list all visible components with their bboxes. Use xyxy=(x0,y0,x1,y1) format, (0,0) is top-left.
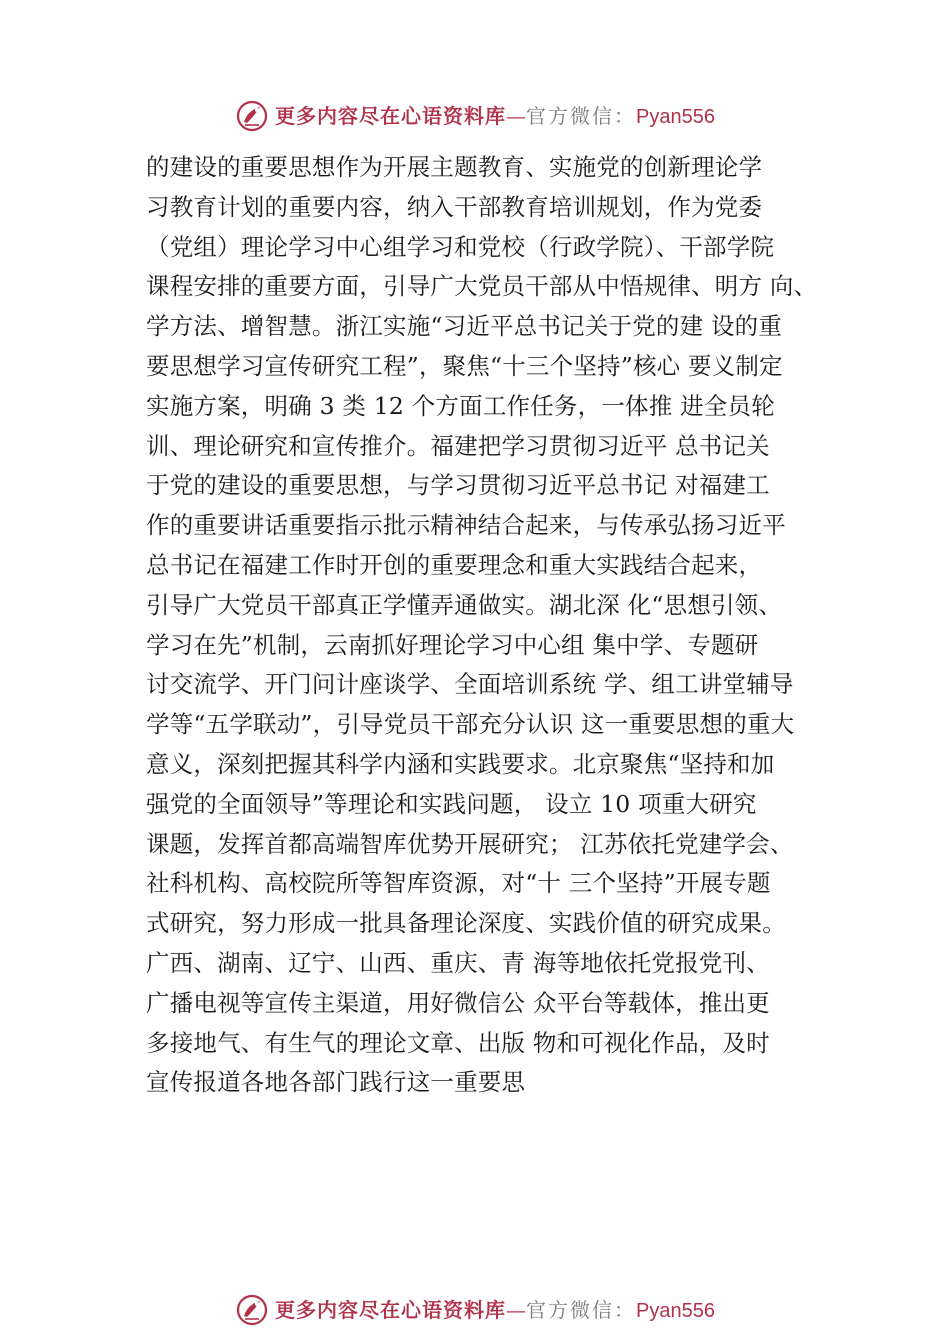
watermark-wechat-label: 官方微信： xyxy=(526,1297,637,1322)
body-line: 实施方案，明确 3 类 12 个方面工作任务，一体推 进全员轮 xyxy=(146,391,775,420)
body-line: 强党的全面领导”等理论和实践问题， 设立 10 项重大研究 xyxy=(146,789,757,818)
body-line: 多接地气、有生气的理论文章、出版 物和可视化作品，及时 xyxy=(146,1028,770,1057)
body-line: 学方法、增智慧。浙江实施“习近平总书记关于党的建 设的重 xyxy=(146,312,783,341)
body-line: 广播电视等宣传主渠道，用好微信公 众平台等载体，推出更 xyxy=(146,988,770,1017)
watermark-text xyxy=(275,103,715,128)
body-line: 总书记在福建工作时开创的重要理念和重大实践结合起来， xyxy=(146,550,763,579)
body-line: 课题，发挥首都高端智库优势开展研究； 江苏依托党建学会、 xyxy=(146,829,794,858)
body-line: 引导广大党员干部真正学懂弄通做实。湖北深 化“思想引领、 xyxy=(146,590,783,619)
header-watermark xyxy=(0,96,950,136)
writing-hand-logo-icon xyxy=(235,99,269,133)
watermark-dash: — xyxy=(506,1297,527,1322)
body-line: 宣传报道各地各部门践行这一重要思 xyxy=(146,1068,526,1097)
watermark-wechat-label: 官方微信： xyxy=(526,103,637,128)
body-line: 要思想学习宣传研究工程”，聚焦“十三个坚持”核心 要义制定 xyxy=(146,351,783,380)
body-line: 讨交流学、开门问计座谈学、全面培训系统 学、组工讲堂辅导 xyxy=(146,670,794,699)
body-line: 广西、湖南、辽宁、山西、重庆、青 海等地依托党报党刊、 xyxy=(146,948,770,977)
watermark-wechat-id: Pyan556 xyxy=(636,1299,715,1322)
watermark-wechat-id: Pyan556 xyxy=(636,105,715,128)
body-line: 学等“五学联动”，引导党员干部充分认识 这一重要思想的重大 xyxy=(146,710,795,739)
body-line: 习教育计划的重要内容，纳入干部教育培训规划，作为党委 xyxy=(146,192,763,221)
document-body xyxy=(146,148,846,1103)
body-line: 的建设的重要思想作为开展主题教育、实施党的创新理论学 xyxy=(146,153,763,181)
writing-hand-logo-icon xyxy=(235,1293,269,1327)
body-line: 训、理论研究和宣传推介。福建把学习贯彻习近平 总书记关 xyxy=(146,431,770,460)
body-line: 课程安排的重要方面，引导广大党员干部从中悟规律、明方 向、 xyxy=(146,272,818,301)
body-line: 式研究，努力形成一批具备理论深度、实践价值的研究成果。 xyxy=(146,909,786,938)
watermark-dash: — xyxy=(506,103,527,128)
body-line: 学习在先”机制，云南抓好理论学习中心组 集中学、专题研 xyxy=(146,630,759,659)
watermark-main-text: 更多内容尽在心语资料库 xyxy=(275,1297,507,1322)
watermark-text xyxy=(275,1297,715,1322)
watermark-main-text: 更多内容尽在心语资料库 xyxy=(275,103,507,128)
body-line: 意义，深刻把握其科学内涵和实践要求。北京聚焦“坚持和加 xyxy=(146,749,775,778)
body-line: 于党的建设的重要思想，与学习贯彻习近平总书记 对福建工 xyxy=(146,471,770,500)
body-line: 作的重要讲话重要指示批示精神结合起来，与传承弘扬习近平 xyxy=(146,511,786,540)
body-line: （党组）理论学习中心组学习和党校（行政学院）、干部学院 xyxy=(146,232,775,261)
footer-watermark xyxy=(0,1290,950,1330)
body-line: 社科机构、高校院所等智库资源，对“十 三个坚持”开展专题 xyxy=(146,869,771,898)
